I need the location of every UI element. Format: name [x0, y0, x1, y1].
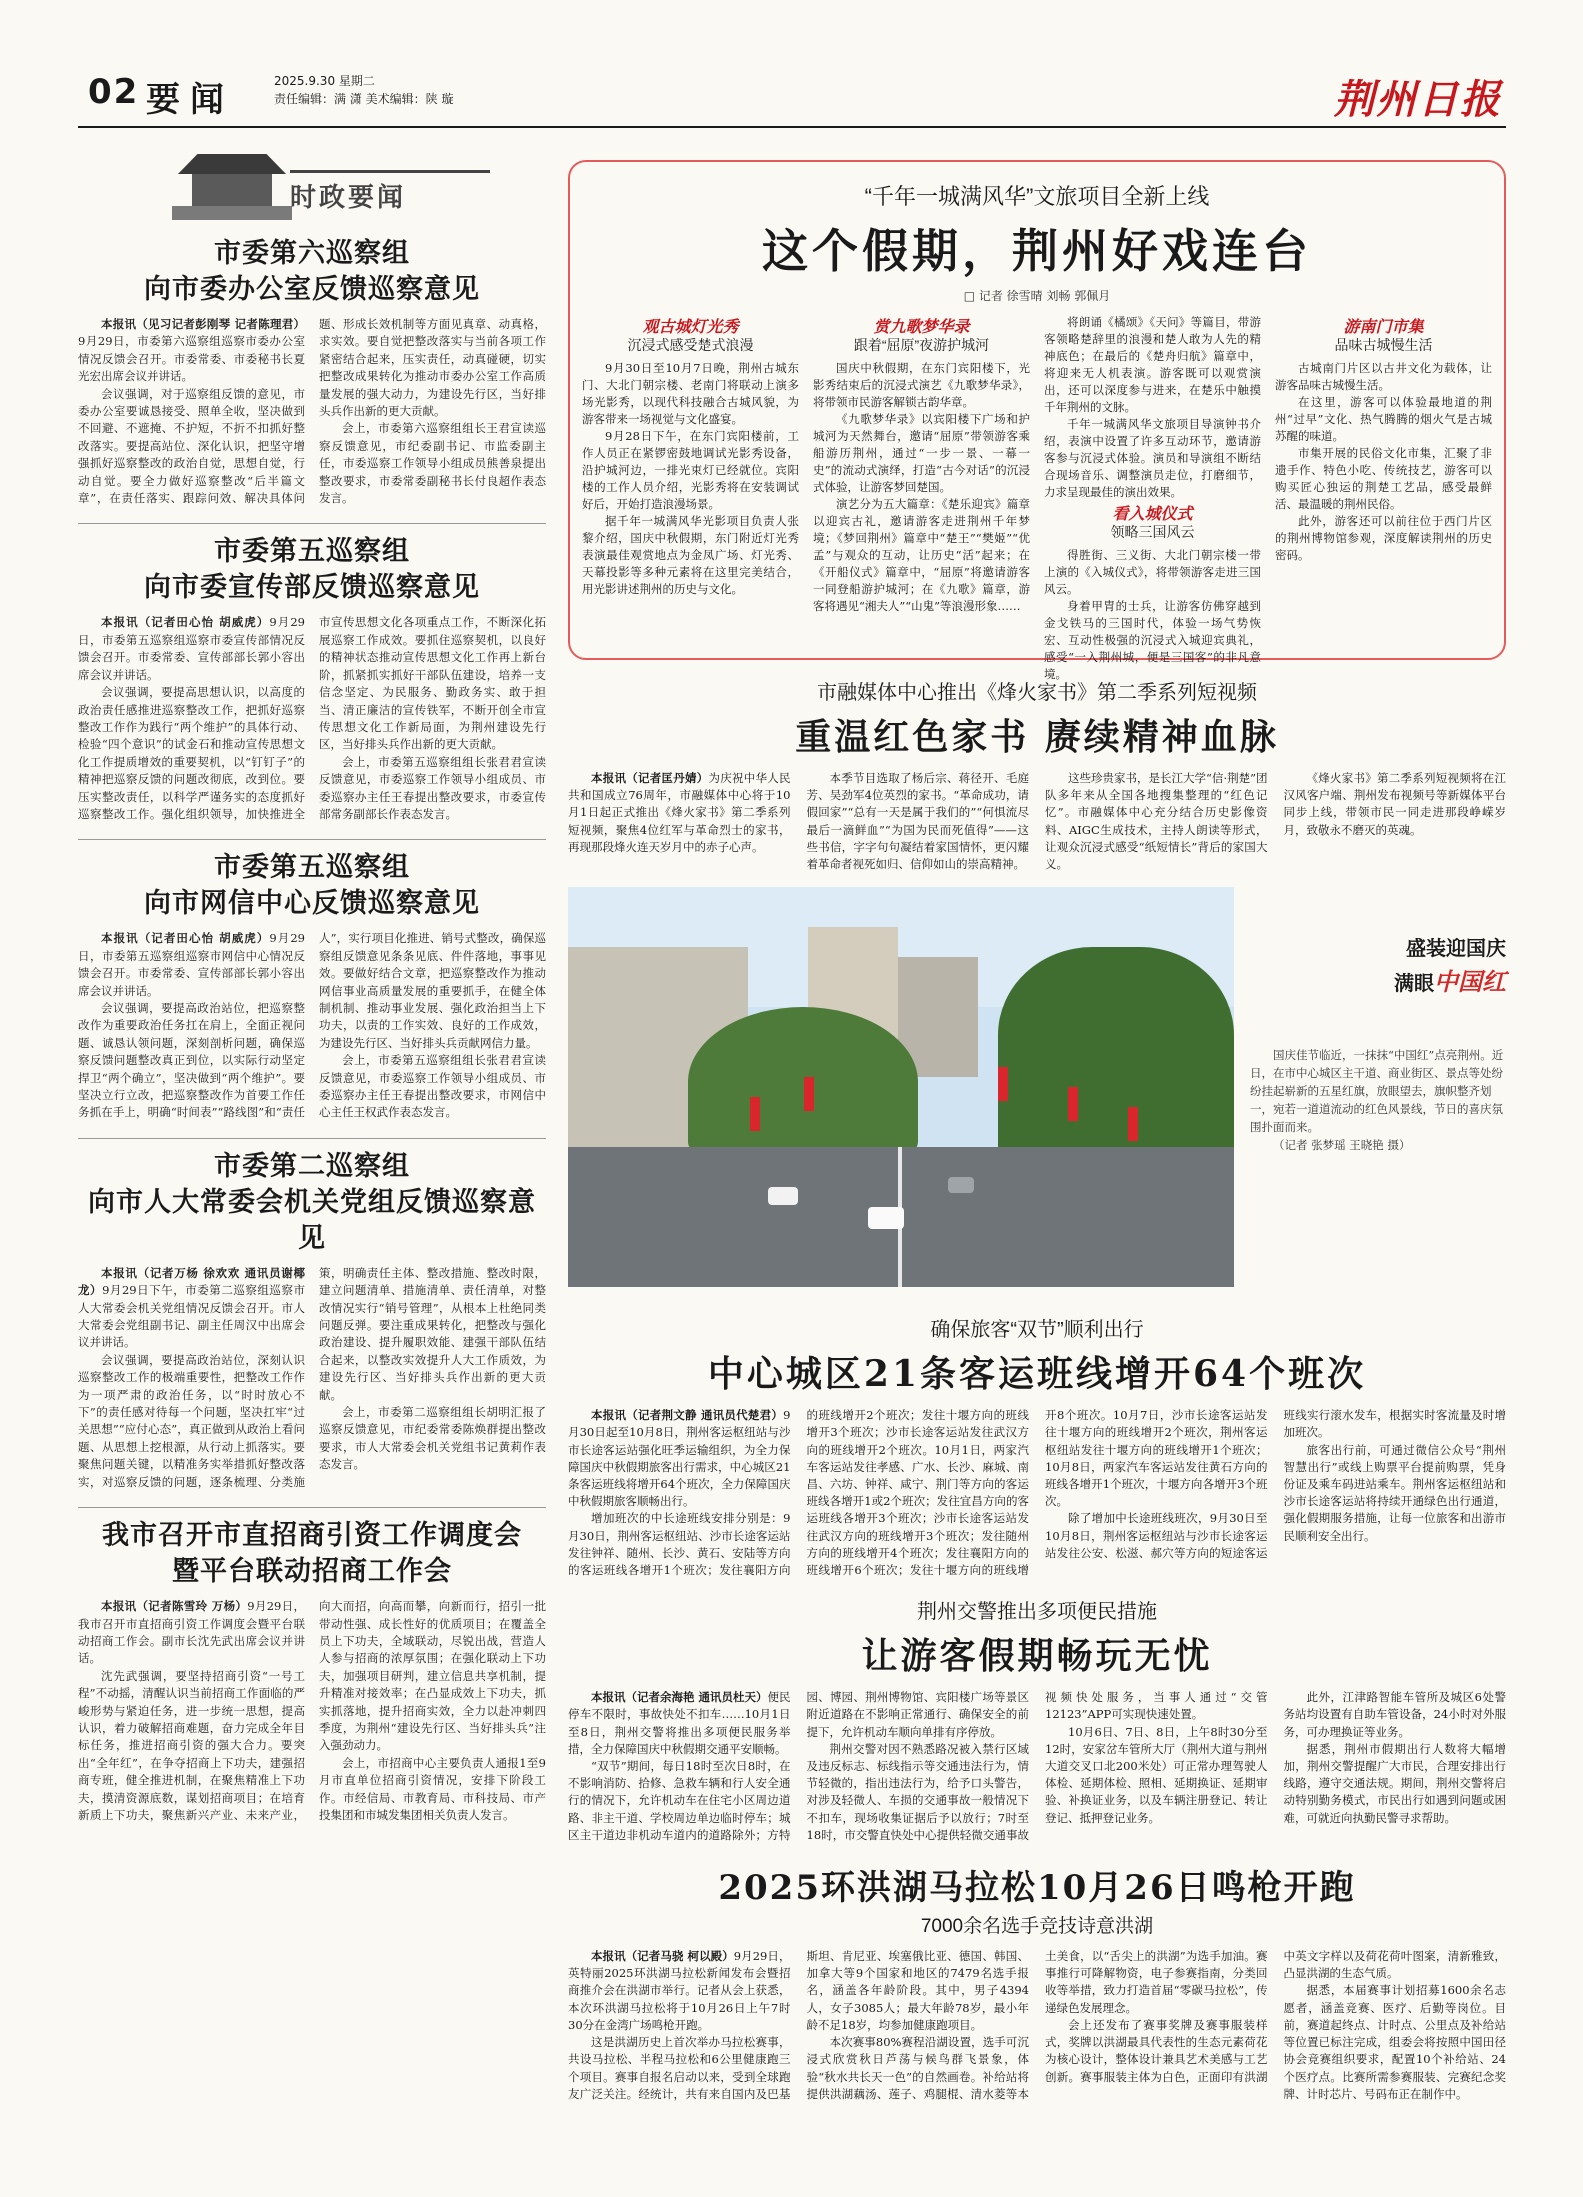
paragraph: 10月6日、7日、8日，上午8时30分至12时，安家岔车管所大厅（荆州大道与荆州大道交叉口北200米处）可正常办理驾驶人体检、延期体检、照相、延期换证、延期审验、补换证业务，以及车辆注册登记、转让登记、抵押登记业务。 — [1045, 1724, 1268, 1825]
subhead-deco: 游南门市集 — [1343, 317, 1424, 336]
headline-line: 暨平台联动招商工作会 — [172, 1556, 452, 1588]
article-headline — [78, 850, 546, 922]
photo-credit: （记者 张梦瑶 王晓艳 摄） — [1273, 1138, 1411, 1153]
feature-bus-kicker: 确保旅客“双节”顺利出行 — [930, 1319, 1144, 1342]
editors: 责任编辑：满 潇 美术编辑：陕 璇 — [274, 92, 454, 106]
subhead-title: 沉浸式感受楚式浪漫 — [627, 337, 754, 353]
street-flag-photo — [568, 887, 1234, 1287]
paragraph: 将朗诵《橘颂》《天问》等篇目，带游客领略楚辞里的浪漫和楚人敢为人先的精神底色；在最后的《楚舟归航》篇章中，将迎来无人机表演。游客既可以观赏演出，还可以深度参与进来，在楚乐中触摸千年荆州的文脉。 — [1044, 315, 1261, 414]
lead-column-3 — [1275, 314, 1492, 683]
paragraph: 本季节目选取了杨后宗、蒋径开、毛庭芳、吴劲军4位英烈的家书。“革命成功，请假回家”“总有一天是属于我们的”“何惧流尽最后一滴鲜血”“为国为民而死值得”——这些书信，字字句句凝结着家国情怀，更闪耀着革命者视死如归、信仰如山的崇高精神。 — [806, 771, 1029, 872]
feature-letters-kicker: 市融媒体中心推出《烽火家书》第二季系列短视频 — [817, 682, 1257, 704]
left-column — [78, 140, 546, 2180]
issue-date: 2025.9.30 星期二 — [274, 74, 375, 88]
paper-logo: 荆州日报 — [1334, 76, 1502, 123]
paragraph: 据千年一城满风华光影项目负责人张黎介绍，国庆中秋假期，东门附近灯光秀表演最佳观赏地点为金凤广场、灯光秀、天幕投影等多种元素将在这里完美结合，用光影讲述荆州的历史与文化。 — [582, 514, 799, 596]
paragraph: 会上，市委第六巡察组组长王君宣读巡察反馈意见，市纪委副书记、市监委副主任，市委巡察工作领导小组成员熊善泉提出整改要求，市委常委副秘书长付良超作表态发言。 — [319, 421, 546, 506]
paragraph: 会议强调，对于巡察组反馈的意见，市委办公室要诚恳接受、照单全收，坚决做到不回避、不遮掩、不护短，不折不扣抓好整改落实。要提高站位、深化认识，把坚守增强抓好巡察整改的政治自觉，思想自觉，行动自觉。要全力做好巡察整改“后半篇文章”，在责任落实、跟踪问效、解决具体问题、形成长效机制等方面见真章、动真格，求实效。要自觉把整改落实与当前各项工作紧密结合起来，压实责任，动真碰硬，切实把整改成果转化为推动市委办公室工作高质量发展的强大动力，为建设先行区，当好排头兵作出新的更大贡献。 — [78, 317, 546, 506]
dateline: 本报讯（记者陈雪玲 万杨） — [101, 1599, 248, 1614]
city-tower-icon — [172, 150, 292, 220]
paragraph: 本报讯（记者万杨 徐欢欢 通讯员谢椰龙）9月29日下午，市委第二巡察组巡察市人大常委会机关党组情况反馈会召开。市人大常委会党组副书记、副主任周汉中出席会议并讲话。 — [78, 1265, 305, 1350]
paragraph: 会上还发布了赛事奖牌及赛事服装样式，奖牌以洪湖最具代表性的生态元素荷花为核心设计，整体设计兼具艺术美感与工艺创新。赛事服装主体为白色，正面印有洪湖中英文字样以及荷花荷叶图案，清新雅致，凸显洪湖的生态气质。 — [1045, 1949, 1506, 2084]
article-3 — [78, 1149, 546, 1491]
paragraph: 身着甲胄的士兵，让游客仿佛穿越到金戈铁马的三国时代，体验一场气势恢宏、互动性极强的沉浸式入城迎宾典礼，感受“一入荆州城，便是三国客”的非凡意境。 — [1044, 599, 1261, 681]
paragraph: 本次赛事80%赛程沿湖设置，选手可沉浸式欣赏秋日芦荡与候鸟群飞景象，体验“秋水共长天一色”的自然画卷。补给站将提供洪湖藕汤、莲子、鸡腿棍、清水菱等本土美食，以“舌尖上的洪湖”为选手加油。赛事推行可降解物资，电子参赛指南，分类回收等举措，致力打造首届“零碳马拉松”，传递绿色发展理念。 — [806, 1949, 1268, 2101]
divider — [78, 523, 546, 524]
article-body — [78, 930, 546, 1121]
paragraph: 会议强调，要提高政治站位，把巡察整改作为重要政治任务扛在肩上，全面正视问题、诚恳认领问题，深刻剖析问题，确保巡察反馈问题整改真正到位，以实际行动坚定捍卫“两个确立”，坚决做到“两个维护”。要坚决立行立改，把巡察整改作为首要工作任务抓在手上，明确“时间表”“路线图”和“责任人”，实行项目化推进、销号式整改，确保巡察组反馈意见条条见底、件件落地，事事见效。要做好结合文章，把巡察整改作为推动网信事业高质量发展的重要抓手，在健全体制机制、推动事业发展、强化政治担当上下功夫，以责的工作实效、良好的工作成效，为建设先行区、当好排头兵贡献网信力量。 — [78, 931, 546, 1120]
paragraph: 9月30日至10月7日晚，荆州古城东门、大北门朝宗楼、老南门将联动上演多场光影秀，以现代科技融合古城风貌，为游客带来一场视觉与文化盛宴。 — [582, 361, 799, 426]
masthead — [78, 58, 1506, 128]
paragraph: 古城南门片区以古井文化为载体，让游客品味古城慢生活。 — [1275, 361, 1492, 392]
article-body — [78, 1265, 546, 1491]
paragraph: 此外，江津路智能车管所及城区6处警务站均设置有自助车管设备，24小时对外服务，可办理换证等业务。 — [1283, 1690, 1506, 1739]
subhead-deco: 观古城灯光秀 — [642, 317, 739, 336]
subhead-title: 品味古城慢生活 — [1334, 337, 1433, 353]
headline-line: 向市委办公室反馈巡察意见 — [144, 274, 480, 305]
subhead-title: 跟着“屈原”夜游护城河 — [853, 337, 990, 353]
marathon-subhead: 7000余名选手竞技诗意洪湖 — [920, 1916, 1154, 1938]
feature-bus-headline: 中心城区21条客运班线增开64个班次 — [707, 1353, 1367, 1396]
paragraph: 演艺分为五大篇章：《楚乐迎宾》篇章以迎宾古礼，邀请游客走进荆州千年梦境；《梦回荆州》篇章中“楚王”“樊姬”“优孟”与观众的互动，让历史“活”起来；在《开船仪式》篇章中，“屈原”将邀请游客一同登船游护城河；在《九歌》篇章，游客将遇见“湘夫人”“山鬼”等浪漫形象…… — [813, 497, 1030, 613]
right-column — [568, 160, 1506, 2180]
lead-body — [582, 314, 1492, 683]
section-name: 要闻 — [146, 80, 234, 120]
banner-title: 时政要闻 — [290, 170, 490, 210]
lead-column-1 — [813, 314, 1030, 683]
lead-column-0 — [582, 314, 799, 683]
article-1 — [78, 534, 546, 823]
paragraph: 得胜街、三义街、大北门朝宗楼一带上演的《入城仪式》，将带领游客走进三国风云。 — [1044, 548, 1261, 596]
paragraph: 本报讯（记者匡丹婧）为庆祝中华人民共和国成立76周年，市融媒体中心将于10月1日起正式推出《烽火家书》第二季系列短视频，聚焦4位红军与革命烈士的家书，再现那段烽火连天岁月中的赤子心声。 — [568, 771, 791, 854]
photo-caption: 国庆佳节临近，一抹抹“中国红”点亮荆州。近日，在市中心城区主干道、商业街区、景点等处纷纷挂起崭新的五星红旗，放眼望去，旗帜整齐划一，宛若一道道流动的红色风景线，节日的喜庆氛围扑面而来。 （记者 张梦瑶 王晓艳 摄） — [1250, 1046, 1506, 1154]
paragraph: 会议强调，要提高政治站位，深刻认识巡察整改工作的极端重要性，把整改工作作为一项严肃的政治任务，以“时时放心不下”的责任感对待每一个问题，坚决扛牢“过关思想”“应付心态”，真正做到从政治上看问题、从思想上挖根源，从行动上抓落实。要聚焦问题关键，以精准务实举措抓好整改落实，对巡察反馈的问题，逐条梳理、分类施策，明确责任主体、整改措施、整改时限，建立问题清单、措施清单、责任清单，对整改情况实行“销号管理”，从根本上杜绝同类问题反弹。要注重成果转化，把整改与强化政治建设、提升履职效能、建强干部队伍结合起来，以整改实效提升人大工作质效，为建设先行区、当好排头兵作出新的更大贡献。 — [78, 1265, 546, 1489]
paragraph: 这是洪湖历史上首次举办马拉松赛事，共设马拉松、半程马拉松和6公里健康跑三个项目。赛事自报名启动以来，受到全球跑友广泛关注。经统计，共有来自国内及巴基斯坦、肯尼亚、埃塞俄比亚、德国、韩国、加拿大等9个国家和地区的7479名选手报名，涵盖各年龄阶段。其中，男子4394人，女子3085人；最大年龄78岁，最小年龄不足18岁，均参加健康跑项目。 — [568, 1949, 1029, 2101]
article-headline — [78, 1518, 546, 1590]
divider — [78, 1138, 546, 1139]
lead-headline: 这个假期，荆州好戏连台 — [762, 224, 1312, 278]
paragraph: 本报讯（记者马骁 柯以殿）9月29日，英特丽2025环洪湖马拉松新闻发布会暨招商推介会在洪湖市举行。记者从会上获悉，本次环洪湖马拉松将于10月26日上午7时30分在金湾广场鸣枪开跑。 — [568, 1949, 791, 2032]
lead-column-2 — [1044, 314, 1261, 683]
article-body — [78, 1598, 546, 1824]
paragraph: 本报讯（记者陈雪玲 万杨）9月29日，我市召开市直招商引资工作调度会暨平台联动招商工作会。副市长沈先武出席会议并讲话。 — [78, 1599, 305, 1666]
dateline: 本报讯（记者田心怡 胡威虎） — [101, 615, 270, 630]
headline-line: 向市网信中心反馈巡察意见 — [144, 888, 480, 920]
dateline: 本报讯（记者荆文静 通讯员代楚君） — [591, 1408, 784, 1423]
paragraph: 市集开展的民俗文化市集，汇聚了非遗手作、特色小吃、传统技艺，游客可以购买匠心独运的荆楚工艺品，感受最鲜活、最温暖的荆州民俗。 — [1275, 446, 1492, 511]
paragraph: 会上，市委第五巡察组组长张君君宣读反馈意见，市委巡察工作领导小组成员、市委巡察办主任王春提出整改要求，市委宣传部常务副部长作表态发言。 — [319, 754, 546, 821]
paragraph: 沈先武强调，要坚持招商引资“一号工程”不动摇，清醒认识当前招商工作面临的严峻形势与紧迫任务，进一步统一思想，提高认识，着力破解招商难题，奋力完成全年目标任务，推进招商引资的强大合力。要突出“全年红”，在争夺招商上下功夫，建强招商专班，健全推进机制，在聚焦精准上下功夫，摸清资源底数，谋划招商项目；在培育新质上下功夫，聚焦新兴产业、未来产业，向大而招，向高而攀，向新而行，招引一批带动性强、成长性好的优质项目；在覆盖全员上下功夫，全域联动，尽锐出战，营造人人参与招商的浓厚氛围；在强化联动上下功夫，加强项目研判，建立信息共享机制，提升精准对接效率；在凸显成效上下功夫，抓实抓落地，提升招商实效，全力以赴冲刺四季度，为荆州“建设先行区、当好排头兵”注入强劲动力。 — [78, 1599, 546, 1822]
feature-traffic-headline: 让游客假期畅玩无忧 — [861, 1635, 1213, 1678]
photo-section — [568, 887, 1506, 1297]
section-banner — [78, 140, 546, 230]
paragraph: 除了增加中长途班线班次，9月30日至10月8日，荆州客运枢纽站与沙市长途客运站发往公安、松滋、郝穴等方向的短途客运班线实行滚水发车，根据实时客流量及时增加班次。 — [1045, 1408, 1506, 1560]
feature-traffic-body — [568, 1689, 1506, 1844]
lead-subhead — [1044, 505, 1261, 541]
lead-subhead — [813, 318, 1030, 354]
headline-line: 市委第六巡察组 — [214, 238, 410, 269]
headline-line: 我市召开市直招商引资工作调度会 — [102, 1520, 522, 1552]
lead-byline: □ 记者 徐雪晴 刘畅 郭佩月 — [963, 289, 1111, 303]
feature-letters-headline: 重温红色家书 赓续精神血脉 — [795, 716, 1279, 758]
article-2 — [78, 850, 546, 1121]
headline-line: 市委第五巡察组 — [214, 536, 410, 568]
left-articles — [78, 236, 546, 1824]
paragraph: 9月28日下午，在东门宾阳楼前，工作人员正在紧锣密鼓地调试光影秀设备，沿护城河边，一排光束灯已经就位。宾阳楼的工作人员介绍，光影秀将在安装调试好后，开始打造浪漫场景。 — [582, 429, 799, 511]
article-4 — [78, 1518, 546, 1824]
paragraph: 《烽火家书》第二季系列短视频将在江汉风客户端、荆州发布视频号等新媒体平台同步上线，带领市民一同走进那段峥嵘岁月，致敬永不磨灭的英魂。 — [1283, 771, 1506, 837]
feature-bus-body — [568, 1407, 1506, 1579]
paragraph: 国庆中秋假期，在东门宾阳楼下，光影秀结束后的沉浸式演艺《九歌梦华录》，将带领市民游客解锁古韵华章。 — [813, 361, 1030, 409]
headline-line: 向市人大常委会机关党组反馈巡察意见 — [88, 1186, 536, 1254]
paragraph: 本报讯（记者荆文静 通讯员代楚君）9月30日起至10月8日，荆州客运枢纽站与沙市长途客运站强化旺季运输组织，为全力保障国庆中秋假期旅客出行需求，中心城区21条客运班线将增开64个班次，全力保障国庆中秋假期旅客顺畅出行。 — [568, 1408, 791, 1509]
paragraph: 增加班次的中长途班线安排分别是：9月30日，荆州客运枢纽站、沙市长途客运站发往钟祥、随州、长沙、黄石、安陆等方向的客运班线各增开1个班次；发往襄阳方向的班线增开2个班次；发往十堰方向的班线增开3个班次；沙市长途客运站发往武汉方向的班线增开2个班次。10月1日，两家汽车客运站发往孝感、广水、长沙、麻城、南昌、六坊、钟祥、咸宁、荆门等方向的客运班线各增开1或2个班次；发往宜昌方向的客运班线各增开3个班次；沙市长途客运站发往武汉方向的班线增开3个班次；发往随州方向的班线增开4个班次；发往襄阳方向的班线增开6个班次；发往十堰方向的班线增开8个班次。10月7日，沙市长途客运站发往十堰方向的班线增开2个班次，荆州客运枢纽站发往十堰方向的班线增开1个班次；10月8日，两家汽车客运站发往黄石方向的班线各增开1个班次，十堰方向各增开3个班次。 — [568, 1408, 1268, 1578]
paragraph: 会上，市委第二巡察组组长胡明汇报了巡察反馈意见，市纪委常委陈焕群提出整改要求，市人大常委会机关党组书记黄莉作表态发言。 — [319, 1405, 546, 1472]
article-0 — [78, 236, 546, 507]
paragraph: 据悉，荆州市假期出行人数将大幅增加，荆州交警提醒广大市民，合理安排出行线路，遵守交通法规。期间，荆州交警将启动特别勤务模式，市民出行如遇到问题或困难，可就近向执勤民警寻求帮助。 — [1283, 1741, 1506, 1825]
feature-letters — [568, 676, 1506, 873]
feature-marathon — [568, 1860, 1506, 2103]
paragraph: 本报讯（见习记者彭刚琴 记者陈理君）9月29日，市委第六巡察组巡察市委办公室情况反馈会召开。市委常委、市委秘书长夏光宏出席会议并讲话。 — [78, 317, 305, 384]
paragraph: 《九歌梦华录》以宾阳楼下广场和护城河为天然舞台，邀请“屈原”带领游客乘船游历荆州，通过“一步一景、一幕一史”的流动式演绎，打造“古今对话”的沉浸式体验，让游客梦回楚国。 — [813, 412, 1030, 494]
dateline: 本报讯（记者万杨 徐欢欢 通讯员谢椰龙） — [78, 1265, 305, 1298]
issue-meta — [274, 72, 453, 108]
paragraph: 据悉，本届赛事计划招募1600余名志愿者，涵盖竞赛、医疗、后勤等岗位。目前，赛道起终点、计时点、公里点及补给站等位置已标注完成，组委会将按照中国田径协会竞赛组织要求，配置10个补给站、24个医疗点。比赛所需参赛服装、完赛纪念奖牌、计时芯片、号码布正在制作中。 — [1283, 1983, 1506, 2101]
article-headline — [78, 534, 546, 606]
feature-traffic — [568, 1595, 1506, 1844]
headline-line: 向市委宣传部反馈巡察意见 — [144, 572, 480, 604]
dateline: 本报讯（记者余海艳 通讯员杜天） — [591, 1690, 768, 1705]
dateline: 本报讯（记者田心怡 胡威虎） — [101, 931, 270, 946]
paragraph: 千年一城满风华文旅项目导演钟书介绍，表演中设置了许多互动环节，邀请游客参与沉浸式体验。演员和导演组不断结合现场音乐、调整演员走位，打磨细节，力求呈现最佳的演出效果。 — [1044, 417, 1261, 499]
subhead-deco: 赏九歌梦华录 — [873, 317, 970, 336]
lead-subhead — [582, 318, 799, 354]
feature-letters-body — [568, 770, 1506, 873]
paragraph: 荆州交警对因不熟悉路况被入禁行区域及违反标志、标线指示等交通违法行为，情节轻微的，指出违法行为，给予口头警告，对涉及轻微人、车损的交通事故一般情况下不扣车，现场收集证据后予以放行；7时至18时，市交警直快处中心提供轻微交通事故视频快处服务，当事人通过“交管12123”APP可实现快速处置。 — [806, 1690, 1268, 1842]
paragraph: 本报讯（记者余海艳 通讯员杜天）便民停车不限时，事故快处不扣车……10月1日至8日，荆州交警将推出多项便民服务举措，全力保障国庆中秋假期交通平安顺畅。 — [568, 1690, 791, 1756]
paragraph: 本报讯（记者田心怡 胡威虎）9月29日，市委第五巡察组巡察市委宣传部情况反馈会召开。市委常委、宣传部部长郭小容出席会议并讲话。 — [78, 615, 305, 682]
lead-kicker: “千年一城满风华”文旅项目全新上线 — [864, 184, 1210, 209]
article-body — [78, 614, 546, 823]
paragraph: 在这里，游客可以体验最地道的荆州“过早”文化、热气腾腾的烟火气是古城苏醒的味道。 — [1275, 395, 1492, 443]
paragraph: 旅客出行前，可通过微信公众号“荆州智慧出行”或线上购票平台提前购票，凭身份证及乘车码进站乘车。荆州客运枢纽站和沙市长途客运站将持续开通绿色出行通道，强化假期服务措施，让每一位旅客和出游市民顺利安全出行。 — [1283, 1442, 1506, 1543]
divider — [78, 1507, 546, 1508]
lead-story — [568, 160, 1506, 681]
article-body — [78, 316, 546, 507]
marathon-headline: 2025环洪湖马拉松10月26日鸣枪开跑 — [718, 1868, 1356, 1909]
divider — [78, 839, 546, 840]
feature-traffic-kicker: 荆州交警推出多项便民措施 — [917, 1601, 1157, 1624]
article-headline — [78, 1149, 546, 1257]
lead-subhead — [1275, 318, 1492, 354]
dateline: 本报讯（记者匡丹婧） — [591, 771, 709, 785]
paragraph: 这些珍贵家书，是长江大学“信·荆楚”团队多年来从全国各地搜集整理的“红色记忆”。市融媒体中心充分结合历史影像资料、AIGC生成技术，主持人朗读等形式，让观众沉浸式感受“纸短情长”背后的家国大义。 — [1045, 771, 1268, 872]
feature-bus — [568, 1313, 1506, 1579]
paragraph: 此外，游客还可以前往位于西门片区的荆州博物馆参观，深度解读荆州的历史密码。 — [1275, 514, 1492, 562]
photo-side — [1250, 931, 1506, 1154]
paragraph: 本报讯（记者田心怡 胡威虎）9月29日，市委第五巡察组巡察市网信中心情况反馈会召开。市委常委、宣传部部长郭小容出席会议并讲话。 — [78, 931, 305, 998]
photo-side-title: 盛装迎国庆 满眼中国红 — [1394, 936, 1506, 997]
paragraph: 会上，市招商中心主要负责人通报1至9月市直单位招商引资情况，安排下阶段工作。市经信局、市教育局、市科技局、市产投集团和市城发集团相关负责人发言。 — [319, 1755, 546, 1822]
article-headline — [78, 236, 546, 308]
paragraph: 会议强调，要提高思想认识，以高度的政治责任感推进巡察整改工作，把抓好巡察整改工作作为践行“两个维护”的具体行动、检验“四个意识”的试金石和推动宣传思想文化工作提质增效的重要契机，以“钉钉子”的精神把巡察反馈的问题改彻底，改到位。要压实整改责任，以科学严谨务实的态度抓好巡察整改工作。强化组织领导，加快推进全市宣传思想文化各项重点工作，不断深化拓展巡察工作成效。要抓住巡察契机，以良好的精神状态推动宣传思想文化工作再上新台阶，抓紧抓实抓好干部队伍建设，培养一支信念坚定、为民服务、勤政务实、敢于担当、清正廉洁的宣传铁军，不断开创全市宣传思想文化工作新局面，为荆州建设先行区，当好排头兵作出新的更大贡献。 — [78, 615, 546, 821]
headline-line: 市委第二巡察组 — [214, 1150, 410, 1182]
marathon-body — [568, 1948, 1506, 2103]
paragraph: 会上，市委第五巡察组组长张君君宣读反馈意见，市委巡察工作领导小组成员、市委巡察办主任王春提出整改要求，市网信中心主任王权武作表态发言。 — [319, 1053, 546, 1120]
dateline: 本报讯（见习记者彭刚琴 记者陈理君） — [101, 317, 305, 331]
headline-line: 市委第五巡察组 — [214, 852, 410, 884]
paragraph: “双节”期间，每日18时至次日8时，在不影响消防、拾修、急救车辆和行人安全通行的情况下，允许机动车在住宅小区周边道路、非主干道、学校周边单边临时停车；城区主干道边非机动车道内的道路除外；方特园、博园、荆州博物馆、宾阳楼广场等景区附近道路在不影响正常通行、确保安全的前提下，允许机动车顺向单排有序停放。 — [568, 1690, 1029, 1842]
subhead-title: 领略三国风云 — [1110, 524, 1195, 540]
subhead-deco: 看入城仪式 — [1112, 504, 1193, 523]
dateline: 本报讯（记者马骁 柯以殿） — [591, 1949, 734, 1964]
page-number: 02 — [88, 72, 140, 112]
